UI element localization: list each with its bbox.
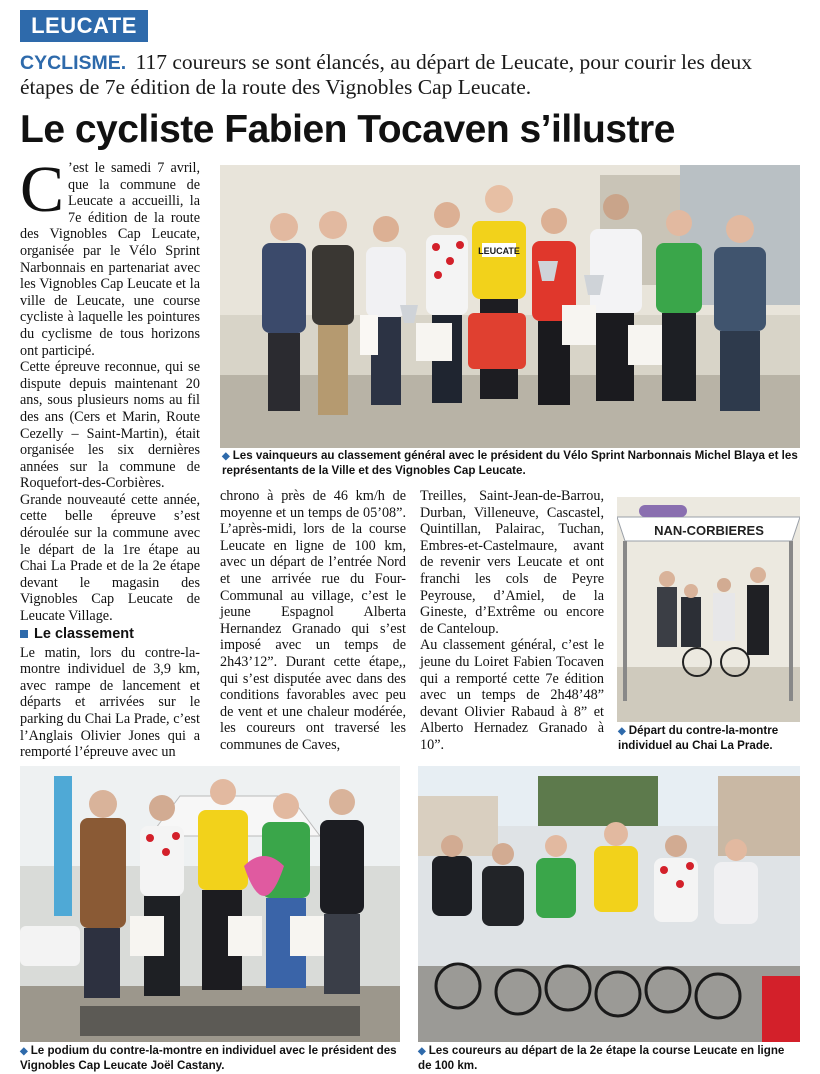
headline: Le cycliste Fabien Tocaven s’illustre [20, 108, 675, 151]
caption-podium [20, 1044, 400, 1073]
banner-text: NAN-CORBIERES [654, 523, 764, 538]
caption-peloton [418, 1044, 800, 1073]
subhead-label: Le classement [34, 626, 134, 642]
caption-marker-icon: ◆ [222, 451, 230, 462]
caption-podium-text: Le podium du contre-la-montre en individuel avec le président des Vignobles Cap Leucate Joël Castany. [20, 1044, 397, 1072]
standfirst [20, 50, 800, 99]
caption-peloton-text: Les coureurs au départ de la 2e étape la course Leucate en ligne de 100 km. [418, 1044, 785, 1072]
standfirst-text: 117 coureurs se sont élancés, au départ de Leucate, pour courir les deux étapes de 7e édition de la route des Vignobles Cap Leucate. [20, 50, 753, 99]
article-column-3 [420, 488, 604, 754]
paragraph-route: Treilles, Saint-Jean-de-Barrou, Durban, Villeneuve, Cascastel, Quintillan, Palairac, Tuchan, Embres-et-Castelmaure, avant de revenir vers Leucate et ont franchi les cols de Peyre Peyrouse, d’Amiel, de la Gineste, d’Extrême ou encore de Canteloup. [420, 488, 604, 637]
square-bullet-icon [20, 630, 28, 638]
caption-winners [222, 449, 800, 478]
jersey-text: LEUCATE [478, 246, 520, 256]
drop-cap: C [20, 153, 65, 226]
paragraph-history: Cette épreuve reconnue, qui se dispute depuis maintenant 20 ans, sous plusieurs noms au fil des ans (Cers et Marin, Route Cezelly – Saint-Martin), était organisée les six dernières années sur la commune de Roquefort-des-Corbières. Grande nouveauté cette année, cette belle épreuve s’est déroulée sur la commune avec le départ de la 1re étape au Chai La Prade et de la 2e étape devant le magasin des Vignobles Cap Leucate de Leucate Village. [20, 359, 200, 625]
caption-marker-icon: ◆ [20, 1046, 28, 1057]
standfirst-kicker: CYCLISME. [20, 52, 127, 74]
article-column-2 [220, 488, 406, 754]
subhead-classement [20, 626, 200, 643]
caption-marker-icon: ◆ [618, 726, 626, 737]
paragraph-result: Au classement général, c’est le jeune du Loiret Fabien Tocaven qui a remporté cette 7e édition avec un temps de 2h48’48” devant Olivier Rabaud à 8” et Alberto Hernadez Granado à 10”. [420, 637, 604, 753]
caption-time-trial-start [618, 724, 800, 753]
section-rubric: LEUCATE [20, 10, 148, 42]
paragraph-intro: ’est le samedi 7 avril, que la commune de Leucate a accueilli, la 7e édition de la route des Vignobles Cap Leucate, organisée par le Vélo Sprint Narbonnais en partenariat avec les Vignobles Cap Leucate et la ville de Leucate, une course cycliste à laquelle les pointures du cyclisme de tous horizons ont participé. [20, 160, 200, 359]
photo-podium [20, 766, 400, 1042]
paragraph-afternoon: chrono à près de 46 km/h de moyenne et un temps de 05’08”. L’après-midi, lors de la course Leucate en ligne de 100 km, avec un départ de l’entrée Nord et une arrivée rue du Four-Communal au village, c’est le jeune Espagnol Alberta Hernandez Granado qui s’est imposé avec un temps de 2h43’12”. Durant cette étape,, qui s’est disputée avec dans des conditions favorables avec peu de vent et une chaleur modérée, les coureurs ont traversé les communes de Caves, [220, 488, 406, 753]
article-column-1 [20, 153, 200, 625]
caption-winners-text: Les vainqueurs au classement général avec le président du Vélo Sprint Narbonnais Michel Blaya et les représentants de la Ville et des Vignobles Cap Leucate. [222, 449, 798, 477]
caption-marker-icon: ◆ [418, 1046, 426, 1057]
article-column-1-lower [20, 626, 200, 761]
photo-winners-group [220, 165, 800, 448]
caption-time-trial-text: Départ du contre-la-montre individuel au Chai La Prade. [618, 724, 779, 752]
photo-peloton-start [418, 766, 800, 1042]
paragraph-morning: Le matin, lors du contre-la-montre individuel de 3,9 km, avec rampe de lancement et départs et arrivées sur le parking du Chai La Prade, c’est l’Anglais Olivier Jones qui a remporté l’épreuve avec un [20, 644, 200, 761]
photo-time-trial-start [617, 497, 800, 722]
